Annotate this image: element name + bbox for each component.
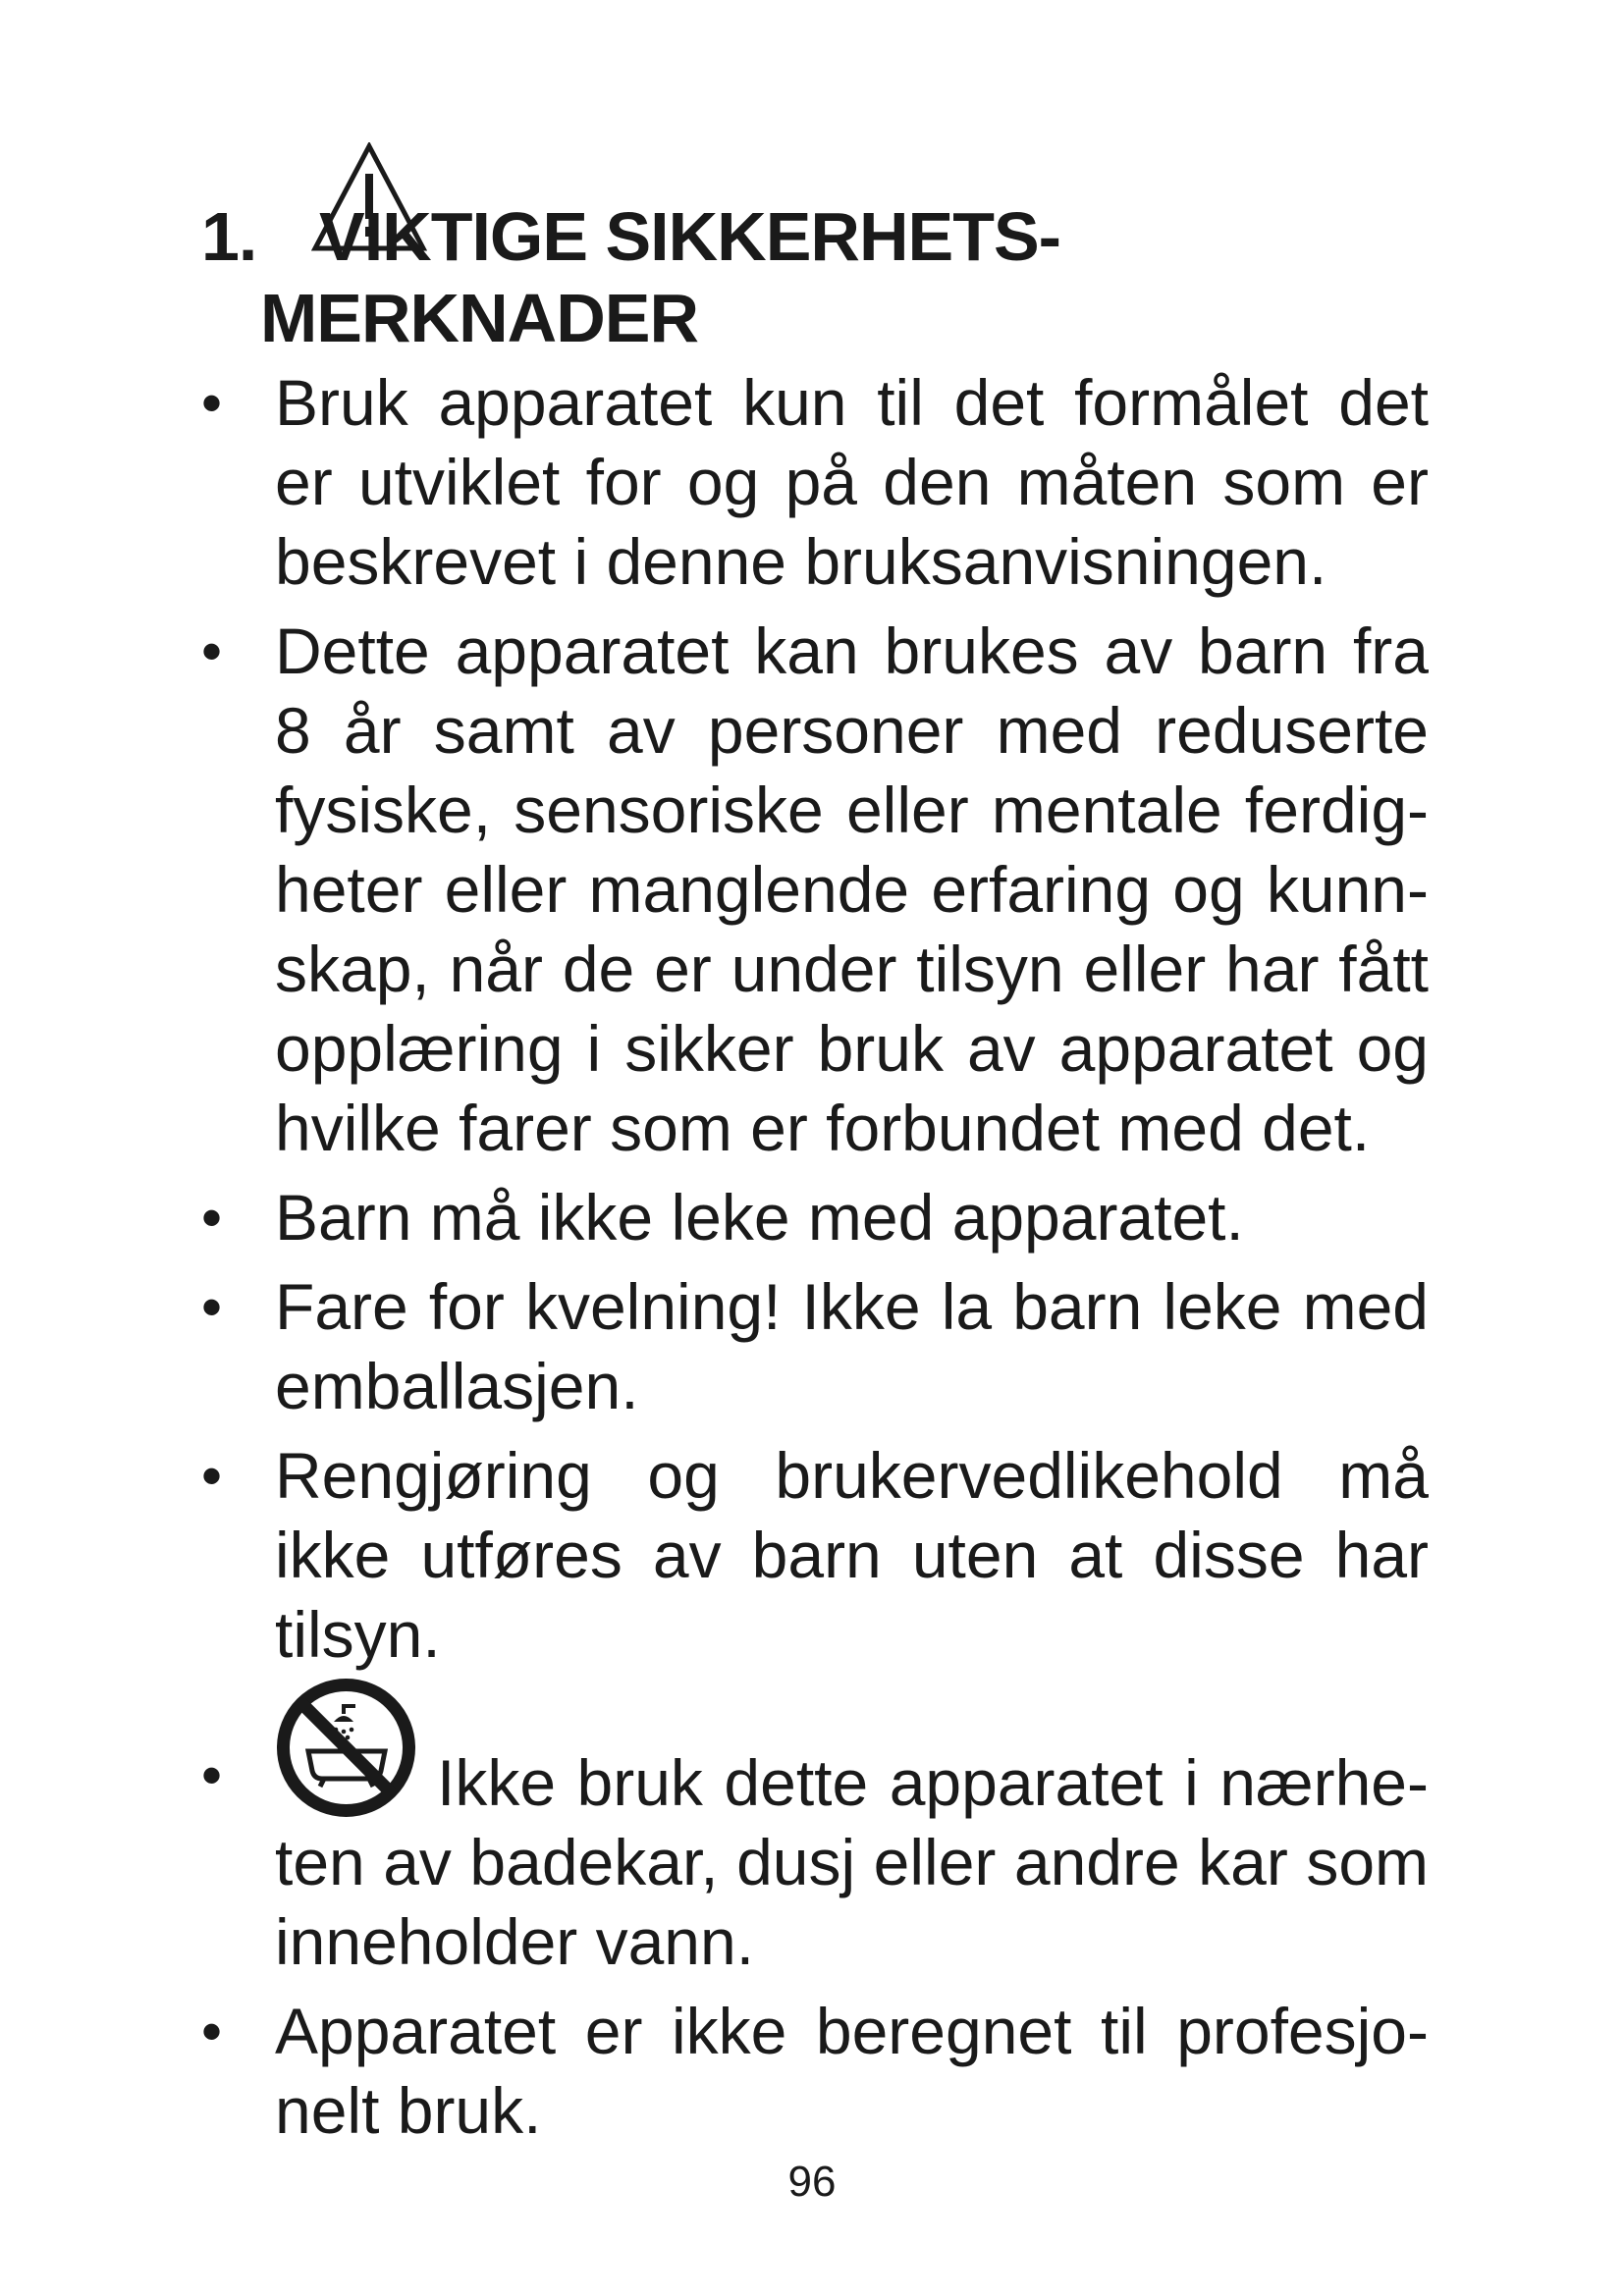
list-item bbox=[201, 1992, 1429, 2151]
item-text: Fare for kvelning! Ikke la barn leke med emballasjen. bbox=[275, 1270, 1429, 1422]
bullet: • bbox=[201, 1274, 223, 1340]
list-item bbox=[201, 1436, 1429, 1675]
bullet: • bbox=[201, 1999, 223, 2064]
list-item bbox=[201, 1735, 1429, 1982]
list-item bbox=[201, 363, 1429, 602]
item-text: Barn må ikke leke med apparatet. bbox=[275, 1181, 1244, 1254]
item-text: Rengjøring og brukervedlikehold må ikke utføres av barn uten at disse har tilsyn. bbox=[275, 1439, 1429, 1671]
bullet: • bbox=[201, 370, 223, 436]
item-text: Dette apparatet kan brukes av barn fra 8 år samt av personer med reduserte fysiske, sensoriske eller mentale ferdig-heter eller manglende erfaring og kunn-skap, når de er under tilsyn eller har fått opplæring i sikker bruk av apparatet og hvilke farer som er forbundet med det. bbox=[275, 614, 1429, 1164]
list-item bbox=[201, 1178, 1429, 1257]
bullet: • bbox=[201, 1185, 223, 1251]
list-item bbox=[201, 1267, 1429, 1426]
bullet: • bbox=[201, 1742, 223, 1808]
list-item bbox=[201, 612, 1429, 1168]
item-text: Bruk apparatet kun til det formålet det er utviklet for og på den måten som er beskrevet i denne bruksanvisningen. bbox=[275, 366, 1429, 598]
page-number: 96 bbox=[787, 2158, 837, 2206]
safety-notes-list bbox=[201, 363, 1429, 2161]
no-bathtub-icon bbox=[275, 1677, 417, 1819]
section-number: 1. bbox=[201, 198, 257, 275]
item-text: Ikke bruk dette apparatet i nærhe-ten av badekar, dusj eller andre kar som inneholder vann. bbox=[275, 1746, 1429, 1978]
heading-line-1: VIKTIGE SIKKERHETS- bbox=[319, 198, 1060, 275]
bullet: • bbox=[201, 1443, 223, 1509]
bullet: • bbox=[201, 618, 223, 684]
item-text: Apparatet er ikke beregnet til profesjo-nelt bruk. bbox=[275, 1995, 1429, 2147]
heading-line-2: MERKNADER bbox=[260, 280, 698, 356]
